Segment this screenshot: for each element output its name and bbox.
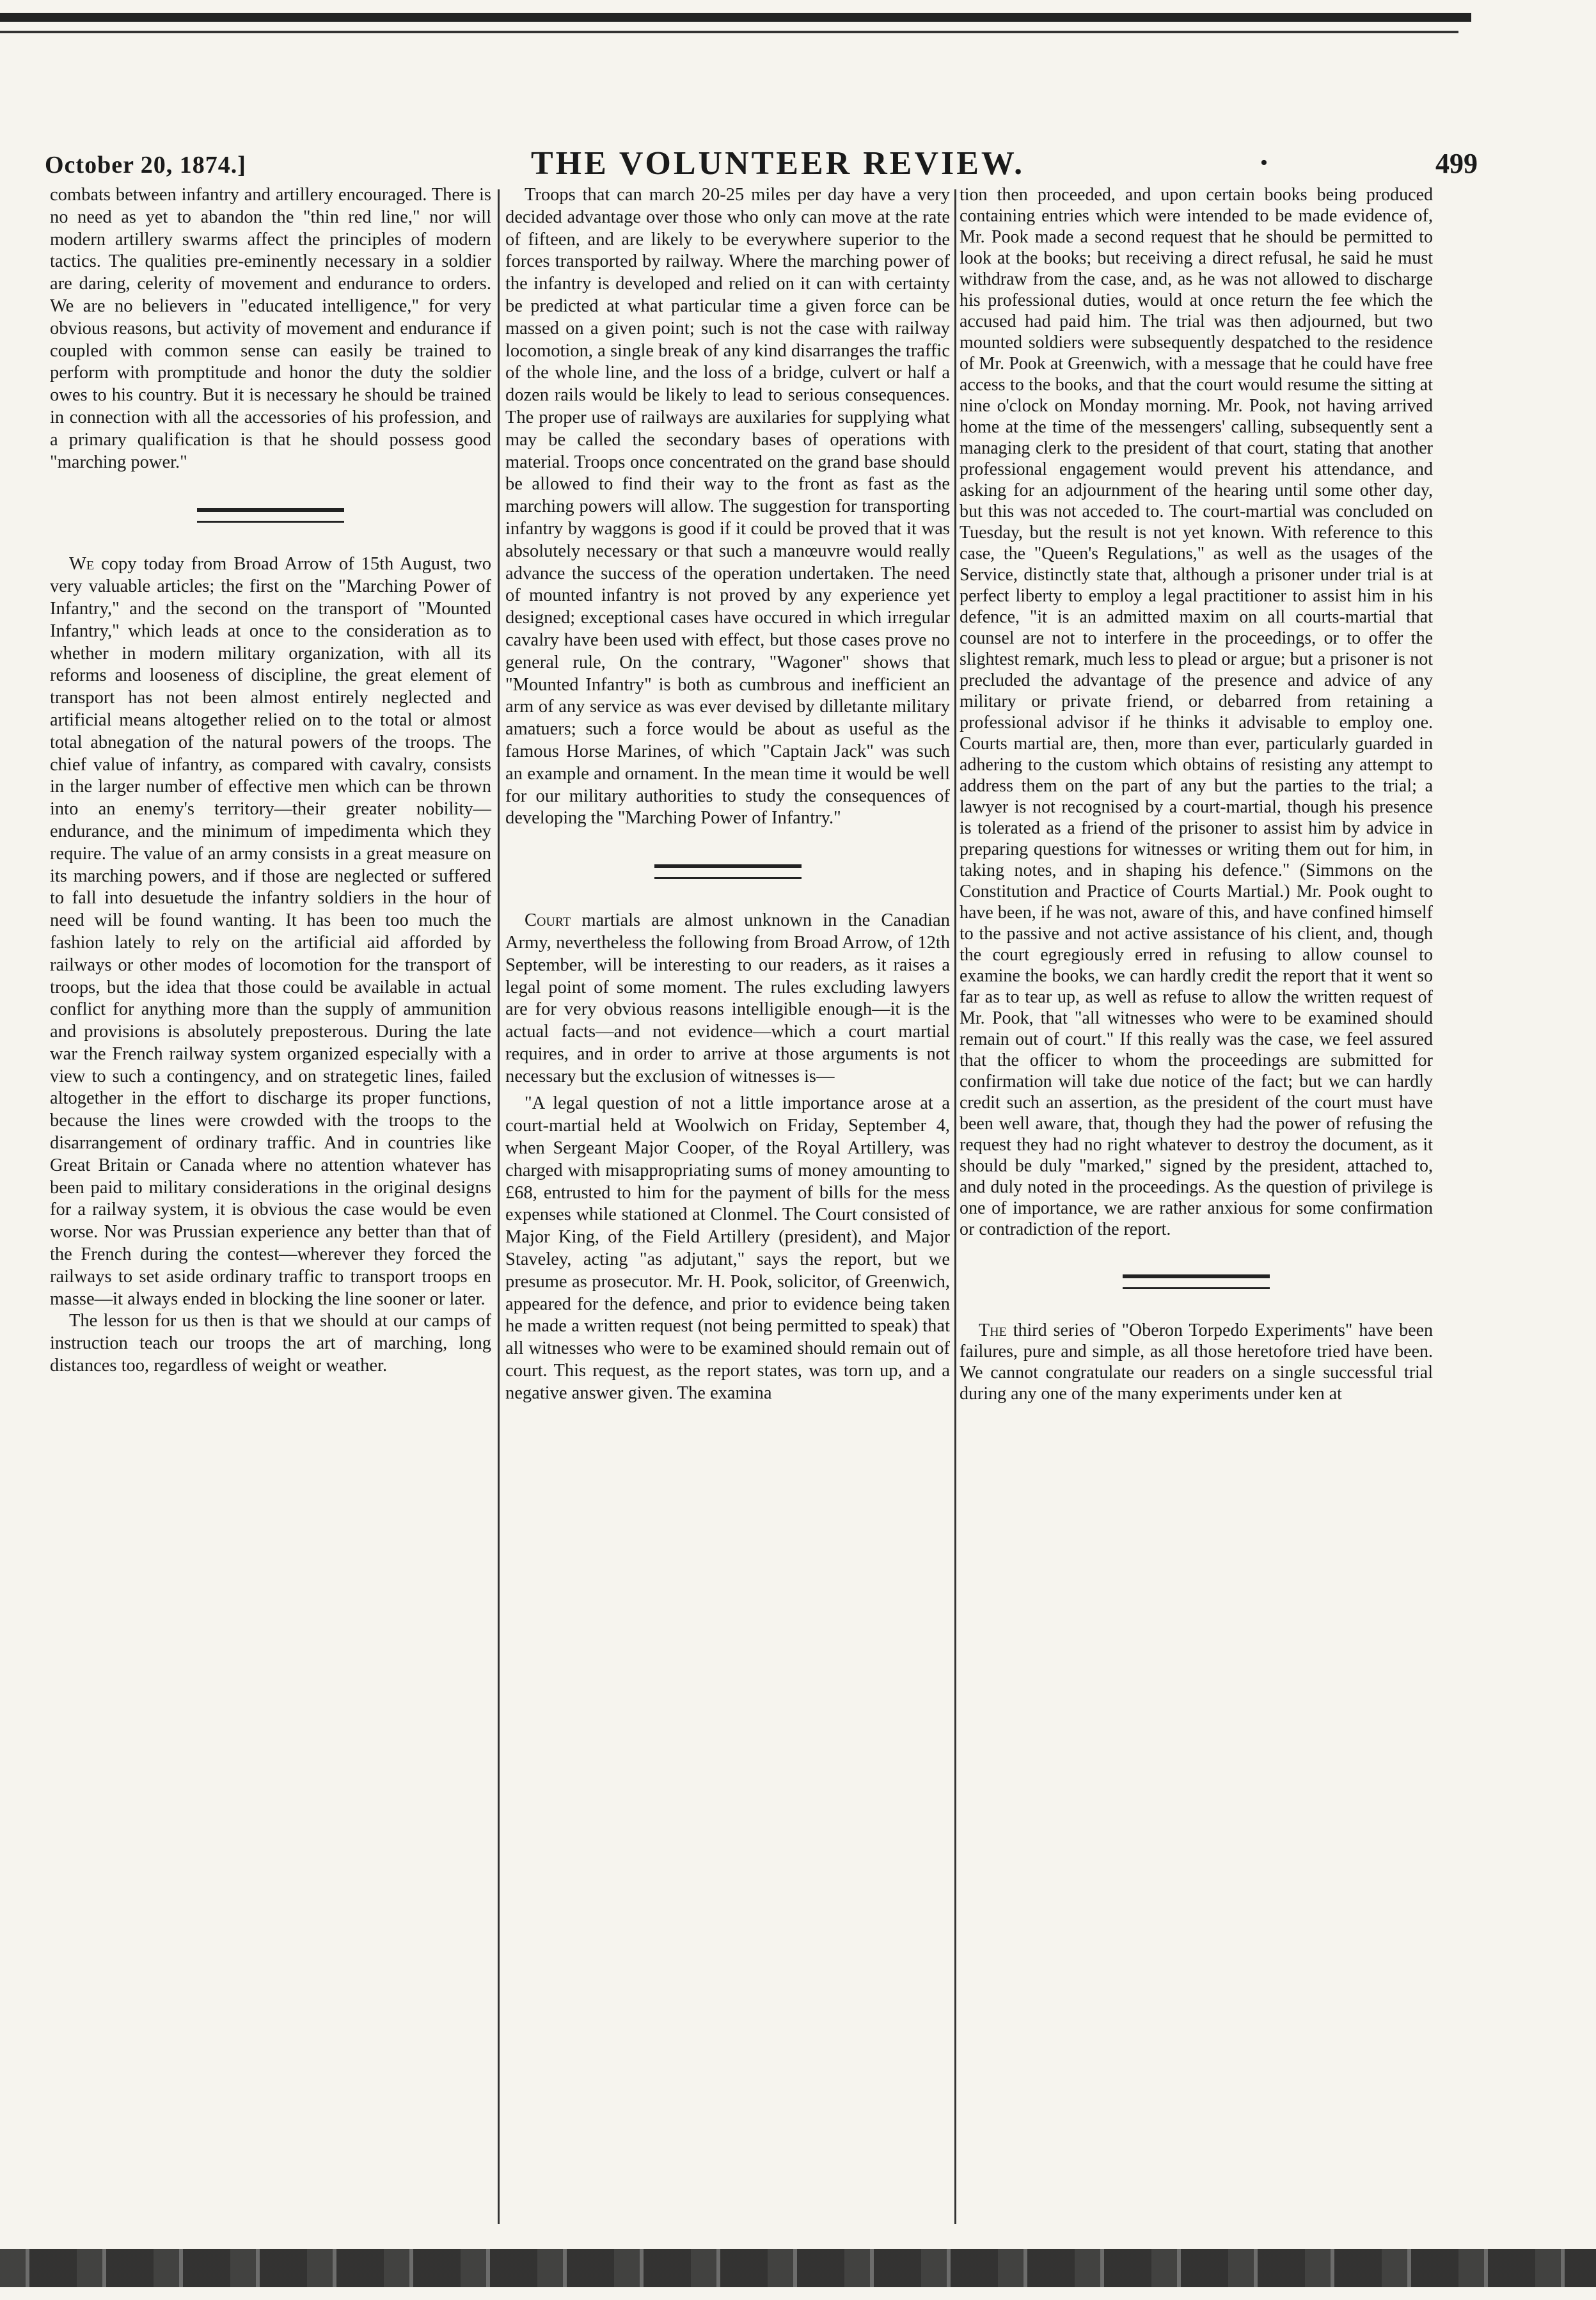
top-border-rule [0,13,1471,22]
article-paragraph [505,910,950,1088]
article-paragraph: tion then proceeded, and upon certain books being produced containing entries which were intended to be made evidence of, Mr. Pook made a second request that he should be permitted to look at the books; but receiving a direct refusal, he said he must withdraw from the case, and, as he was not allowed to discharge his professional duties, would at once return the fee which the accused had paid him. The trial was then adjourned, but two mounted soldiers were subsequently despatched to the residence of Mr. Pook at Greenwich, with a message that he could have free access to the books, and that the court would resume the sitting at nine o'clock on Monday morning. Mr. Pook, not having arrived home at the time of the messengers' calling, subsequently sent a managing clerk to the president of that court, stating that another professional engagement would prevent his attendance, and asking for an adjournment of the hearing until some other day, but this was not acceded to. The court-martial was concluded on Tuesday, but the result is not yet known. With reference to this case, the "Queen's Regulations," as well as the usages of the Service, distinctly state that, although a prisoner under trial is at perfect liberty to employ a legal practitioner to assist him in his defence, "it is an admitted maxim on all courts-martial that counsel are not to interfere in the proceedings, or to offer the slightest remark, much less to plead or argue; but a prisoner is not precluded the advantage of the presence and advice of any military or private friend, or debarred from retaining a professional advisor if he thinks it advisable to employ one. Courts martial are, then, more than ever, particularly guarded in adhering to the custom which obtains of resisting any attempt to address them on the part of any but the parties to the trial; a lawyer is not recognised by a court-martial, though his presence is tolerated as a friend of the prisoner to assist him by advice in preparing questions for witnesses or writing them out for him, in taking notes, and in shaping his defence." (Simmons on the Constitution and Practice of Courts Martial.) Mr. Pook ought to have been, if he was not, aware of this, and have confined himself to the passive and not active assistance of his client, and, though the court egregiously erred in refusing to allow counsel to examine the books, we can hardly credit the report that it went so far as to tear up, as well as refuse to allow the written request of Mr. Pook, that "all witnesses who were to be examined should remain out of court." If this really was the case, we feel assured that the officer to whom the proceedings are submitted for confirmation will take due notice of the fact; but we can hardly credit such an assertion, as the president of the court must have been well aware, that, though they had the power of refusing the request they had no right whatever to destroy the document, as it should be duly "marked," signed by the president, attached to, and duly noted in the proceedings. As the question of privilege is one of importance, we are rather anxious for some confirmation or contradiction of the report. [960,185,1433,1239]
quoted-report: "A legal question of not a little importance arose at a court-martial held at Woolwich on Friday, September 4, when Sergeant Major Cooper, of the Royal Artillery, was charged with misappropriating sums of money amounting to £68, entrusted to him for the payment of bills for the mess expenses while stationed at Clonmel. The Court consisted of Major King, of the Field Artillery (president), and Major Staveley, acting "as adjutant," says the report, but we presume as prosecutor. Mr. H. Pook, solicitor, of Greenwich, appeared for the defence, and prior to evidence being taken he made a written request (not being permitted to speak) that all witnesses who were to be examined should remain out of court. This request, as the report states, was torn up, and a negative answer given. The examina [505,1093,950,1403]
column-2 [505,184,950,1405]
article-separator [1123,1274,1270,1289]
article-paragraph: Troops that can march 20-25 miles per day have a very decided advantage over those who only can move at the rate of fifteen, and are likely to be everywhere superior to the forces transported by railway. Where the marching power of the infantry is developed and relied on it can with certainty be predicted at what particular time a given force can be massed on a given point; such is not the case with railway locomotion, a single break of any kind disarranges the traffic of the whole line, and the loss of a bridge, culvert or half a dozen rails would be likely to lead to serious consequences. The proper use of railways are auxilaries for supplying what may be called the secondary bases of operations with material. Troops once concentrated on the grand base should be allowed to find their way to the front as fast as the marching powers will allow. The suggestion for transporting infantry by waggons is good if it could be proved that it was absolutely necessary or that such a manœuvre would really advance the success of the operation undertaken. The need of mounted infantry is not proved by any experience yet designed; exceptional cases have occured in which irregular cavalry have been used with effect, but those cases prove no general rule, On the contrary, "Wagoner" shows that "Mounted Infantry" is both as cumbrous and inefficient an arm of any service as was ever devised by dilletante military amatuers; such a force would be about as useful as the famous Horse Marines, of which "Captain Jack" was such an example and ornament. In the mean time it would be well for our military authorities to study the consequences of developing the "Marching Power of Infantry." [505,185,950,829]
article-separator [197,508,344,523]
article-paragraph: The lesson for us then is that we should at our camps of instruction teach our troops the art of marching, long distances too, regardless of weight or weather. [50,1311,491,1376]
article-separator [654,864,802,879]
issue-date: October 20, 1874.] [45,152,246,178]
column-1 [50,184,491,1377]
lead-word: Court [525,910,571,931]
ink-dot: • [1260,151,1268,175]
lead-word: The [979,1321,1007,1340]
article-text: copy today from Broad Arrow of 15th August, two very valuable articles; the first on the "Marching Power of Infantry," and the second on the transport of "Mounted Infantry," which leads at once to the consideration as to whether in modern military organization, with all its reforms and looseness of discipline, the great element of transport has not been almost entirely neglected and artificial means altogether relied on to the total or almost total abnegation of the natural powers of the troops. The chief value of infantry, as compared with cavalry, consists in the larger number of effective men which can be thrown into an enemy's territory—their greater nobility—endurance, and the minimum of impedimenta which they require. The value of an army consists in a great measure on its marching powers, and if those are neglected or suffered to fall into desuetude the infantry soldiers in the hour of need will be found wanting. It has been too much the fashion lately to rely on the artificial aid afforded by railways or other modes of locomotion for the transport of troops, but the idea that those could be available in actual conflict for anything more than the supply of ammunition and provisions is absolutely preposterous. During the late war the French railway system organized especially with a view to such a contingency, and on strategetic lines, failed altogether in the effort to discharge its proper functions, because the lines were crowded with the troops to the disarrangement of ordinary traffic. And in countries like Great Britain or Canada where no attention whatever has been paid to military considerations in the original designs for a railway system, it is obvious the case would be even worse. Nor was Prussian experience any better than that of the French during the contest—wherever they forced the railways to set aside ordinary traffic to transport troops en masse—it always ended in blocking the line sooner or later. [50,554,491,1309]
article-paragraph: combats between infantry and artillery encouraged. There is no need as yet to abandon the "thin red line," nor will modern artillery swarms affect the principles of modern tactics. The qualities pre-eminently necessary in a soldier are daring, celerity of movement and endurance to orders. We are no believers in "educated intelligence," for very obvious reasons, but activity of movement and endurance if coupled with common sense can easily be trained to perform with promptitude and honor the duty the soldier owes to his country. But it is necessary he should be trained in connection with all the accessories of his profession, and a primary qualification is that he should possess good "marching power." [50,185,491,472]
page-number: 499 [1435,148,1478,179]
column-divider-right [954,189,956,2224]
lead-word: We [69,554,95,575]
column-divider-left [498,189,500,2224]
bottom-border-rule [0,2249,1596,2287]
article-text: third series of "Oberon Torpedo Experiments" have been failures, pure and simple, as all those heretofore tried have been. We cannot congratulate our readers on a single successful trial during any one of the many experiments under ken at [960,1321,1433,1404]
article-paragraph [50,553,491,1310]
top-thin-rule [0,31,1458,33]
article-paragraph [960,1320,1433,1404]
masthead [45,115,1478,186]
publication-title: THE VOLUNTEER REVIEW. [531,145,1025,182]
article-text: martials are almost unknown in the Canadian Army, nevertheless the following from Broad Arrow, of 12th September, will be interesting to our readers, as it raises a legal point of some moment. The rules excluding lawyers are for very obvious reasons intelligible enough—it is the actual facts—and not evidence—which a court martial requires, and in order to arrive at those arguments is not necessary but the exclusion of witnesses is— [505,910,950,1086]
column-3 [960,184,1433,1404]
